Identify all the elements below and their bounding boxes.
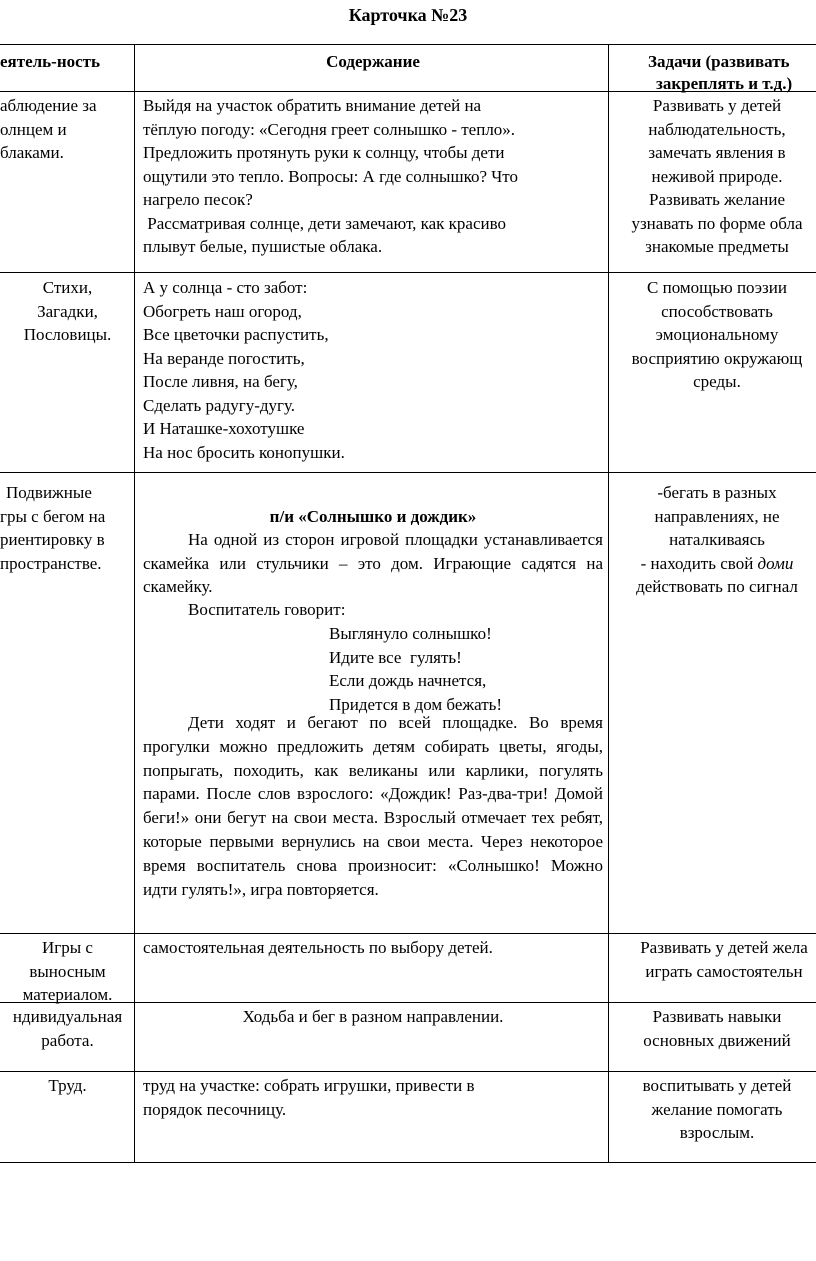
poem-line: На нос бросить конопушки. (143, 442, 345, 462)
tasks-line: Развивать у детей жела (640, 938, 808, 957)
activity-line: работа. (41, 1030, 94, 1050)
poem-line: Выглянуло солнышко! (329, 624, 492, 643)
tasks-line: восприятию окружающ (631, 348, 803, 368)
tasks-line: Развивать у детей (652, 96, 782, 115)
tasks-line: эмоциональному (655, 325, 779, 344)
activity-line: Труд. (48, 1076, 87, 1095)
poem-line: Идите все гулять! (329, 647, 462, 667)
poem-line: На веранде погостить, (143, 348, 305, 368)
row3-activity (0, 481, 135, 575)
row2-tasks (609, 276, 816, 466)
tasks-line: наталкиваясь (669, 530, 765, 549)
activity-line: ндивидуальная (12, 1007, 123, 1026)
activity-line: Загадки, (37, 301, 98, 321)
tasks-line: играть самостоятельн (645, 961, 803, 981)
row4-tasks (609, 936, 816, 996)
tasks-italic-text: доми (757, 553, 794, 573)
game-title: п/и «Солнышко и дождик» (269, 507, 477, 526)
content-line: Ходьба и бег в разном направлении. (242, 1007, 504, 1026)
row-divider (0, 272, 816, 273)
row1-tasks (609, 94, 816, 269)
tasks-line: направлениях, не (654, 506, 780, 526)
poem-line: А у солнца - сто забот: (143, 278, 308, 297)
tasks-line (609, 552, 816, 576)
activity-line: Пословицы. (23, 325, 112, 344)
activity-line: выносным (29, 961, 106, 981)
row5-activity (0, 1005, 135, 1052)
header-tasks-line1: Задачи (развивать (648, 52, 790, 71)
activity-line: аблюдение за (0, 96, 97, 115)
row-divider (0, 933, 816, 934)
activity-line: Игры с (42, 938, 93, 957)
activity-line: пространстве. (0, 553, 102, 573)
activity-line: Подвижные (6, 483, 92, 502)
tasks-line: неживой природе. (651, 166, 783, 186)
content-line: самостоятельная деятельность по выбору детей. (143, 938, 493, 957)
activity-line: блаками. (0, 143, 64, 162)
row4-content (143, 936, 603, 960)
tasks-line: знакомые предметы (645, 237, 789, 256)
tasks-line: Развивать навыки (652, 1007, 782, 1026)
header-tasks-line2: закреплять и т.д.) (656, 74, 793, 93)
content-line: тёплую погоду: «Сегодня греет солнышко - тепло». (143, 119, 516, 139)
poem-line: Сделать радугу-дугу. (143, 395, 296, 415)
tasks-line: взрослым. (679, 1123, 755, 1142)
row2-content (143, 276, 603, 464)
poem-line: После ливня, на бегу, (143, 372, 298, 391)
game-paragraph-1: На одной из сторон игровой площадки устанавливается скамейка или стульчики – это дом. Играющие садятся на скамейку. (143, 530, 603, 596)
activity-line: Стихи, (42, 278, 93, 297)
tasks-line: среды. (693, 372, 741, 391)
tasks-line: действовать по сигнал (636, 577, 798, 596)
header-activity: еятель-ность (0, 52, 101, 71)
content-line: Предложить протянуть руки к солнцу, чтобы дети (143, 143, 505, 162)
header-content: Содержание (326, 52, 420, 71)
row5-tasks (609, 1005, 816, 1065)
poem-line: Придется в дом бежать! (329, 694, 503, 714)
content-line: ощутили это тепло. Вопросы: А где солнышко? Что (143, 166, 519, 186)
tasks-line: способствовать (661, 301, 773, 321)
row1-activity (0, 94, 135, 165)
row-divider (0, 1071, 816, 1072)
tasks-line: С помощью поэзии (647, 278, 787, 297)
row6-content (143, 1074, 603, 1121)
tasks-text: - находить свой (640, 553, 758, 573)
card-title: Карточка №23 (348, 5, 468, 25)
row5-content (143, 1005, 603, 1029)
tasks-line: замечать явления в (648, 143, 786, 162)
activity-line: риентировку в (0, 530, 105, 549)
row4-activity (0, 936, 135, 1007)
poem-line: И Наташке-хохотушке (143, 419, 305, 438)
tasks-line: желание помогать (651, 1099, 783, 1119)
tasks-line: воспитывать у детей (642, 1076, 792, 1095)
poem-line: Если дождь начнется, (329, 671, 487, 690)
content-line: нагрело песок? (143, 190, 253, 209)
row2-activity (0, 276, 135, 347)
row6-tasks (609, 1074, 816, 1158)
table-border-bottom (0, 1162, 816, 1163)
poem-line: Все цветочки распустить, (143, 325, 329, 344)
tasks-line: -бегать в разных (657, 483, 777, 502)
content-line: Рассматривая солнце, дети замечают, как красиво (143, 213, 507, 233)
table-border-top (0, 44, 816, 45)
tasks-line: узнавать по форме обла (631, 213, 803, 233)
row6-activity (0, 1074, 135, 1098)
game-paragraph-2: Воспитатель говорит: (188, 600, 346, 619)
content-line: Выйдя на участок обратить внимание детей на (143, 96, 482, 115)
content-line: труд на участке: собрать игрушки, привести в (143, 1076, 475, 1095)
row3-tasks (609, 481, 816, 601)
tasks-line: наблюдательность, (648, 119, 786, 139)
poem-line: Обогреть наш огород, (143, 301, 302, 321)
game-poem (329, 622, 502, 716)
game-paragraph-3: Дети ходят и бегают по всей площадке. Во время прогулки можно предложить детям собирать цветы, ягоды, попрыгать, походить, как великаны или карлики, погулять парами. После слов взрослого: «Дождик! Раз-два-три! Домой беги!» они бегут на свои места. Взрослый отмечает тех ребят, которые первыми вернулись на свои места. Через некоторое время воспитатель снова произносит: «Солнышко! Можно идти гулять!», игра повторяется. (143, 713, 603, 899)
content-line: порядок песочницу. (143, 1099, 287, 1119)
content-line: плывут белые, пушистые облака. (143, 237, 383, 256)
row-divider (0, 472, 816, 473)
activity-line: гры с бегом на (0, 506, 106, 526)
activity-line: олнцем и (0, 119, 67, 139)
tasks-line: основных движений (643, 1030, 791, 1050)
activity-line: материалом. (22, 985, 113, 1004)
row1-content (143, 94, 603, 259)
tasks-line: Развивать желание (648, 190, 786, 209)
